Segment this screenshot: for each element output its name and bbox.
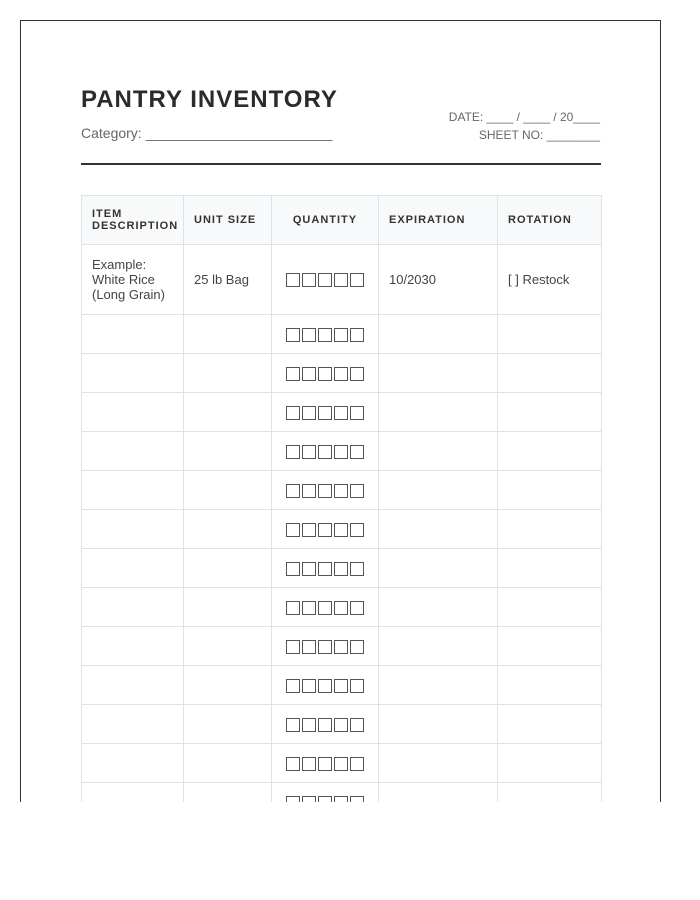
quantity-checkbox[interactable] <box>286 796 300 802</box>
quantity-checkbox[interactable] <box>350 718 364 732</box>
quantity-checkbox[interactable] <box>286 445 300 459</box>
quantity-checkbox[interactable] <box>334 679 348 693</box>
quantity-checkbox[interactable] <box>286 679 300 693</box>
quantity-checkbox[interactable] <box>334 562 348 576</box>
unit-size-cell[interactable] <box>184 705 272 744</box>
quantity-checkbox[interactable] <box>350 523 364 537</box>
quantity-cell <box>272 588 379 627</box>
item-description-cell[interactable] <box>82 393 184 432</box>
example-row <box>82 245 602 315</box>
item-description-cell[interactable] <box>82 432 184 471</box>
item-description-cell[interactable] <box>82 549 184 588</box>
quantity-checkbox[interactable] <box>318 406 332 420</box>
unit-size-cell[interactable] <box>184 393 272 432</box>
inventory-sheet <box>20 20 661 802</box>
quantity-checkbox[interactable] <box>318 523 332 537</box>
table-row <box>82 627 602 666</box>
rotation-cell[interactable] <box>498 354 602 393</box>
quantity-cell <box>272 549 379 588</box>
quantity-checkboxes <box>282 600 368 614</box>
quantity-checkboxes <box>282 327 368 341</box>
quantity-checkbox[interactable] <box>334 367 348 381</box>
column-header-quantity: QUANTITY <box>272 196 379 245</box>
item-description-cell[interactable] <box>82 627 184 666</box>
quantity-checkbox[interactable] <box>286 640 300 654</box>
rotation-cell[interactable] <box>498 588 602 627</box>
sheet-meta <box>449 108 600 144</box>
quantity-checkbox[interactable] <box>318 273 332 287</box>
table-row <box>82 315 602 354</box>
expiration-cell[interactable] <box>379 315 498 354</box>
item-description-cell[interactable] <box>82 315 184 354</box>
quantity-checkbox[interactable] <box>302 601 316 615</box>
quantity-checkboxes <box>282 273 368 287</box>
quantity-checkbox[interactable] <box>286 718 300 732</box>
item-description-cell[interactable] <box>82 666 184 705</box>
column-header-unit-size: UNIT SIZE <box>184 196 272 245</box>
quantity-cell <box>272 666 379 705</box>
expiration-cell[interactable] <box>379 588 498 627</box>
category-field: Category: ________________________ <box>81 125 333 141</box>
quantity-cell <box>272 783 379 803</box>
expiration-cell[interactable] <box>379 627 498 666</box>
quantity-checkboxes <box>282 366 368 380</box>
quantity-checkbox[interactable] <box>350 328 364 342</box>
quantity-checkbox[interactable] <box>318 484 332 498</box>
expiration-cell[interactable] <box>379 393 498 432</box>
expiration-cell[interactable] <box>379 354 498 393</box>
table-row <box>82 354 602 393</box>
quantity-checkboxes <box>282 678 368 692</box>
quantity-checkbox[interactable] <box>334 523 348 537</box>
quantity-checkbox[interactable] <box>302 328 316 342</box>
quantity-checkbox[interactable] <box>286 523 300 537</box>
item-description-cell[interactable] <box>82 744 184 783</box>
example-quantity-cell <box>272 245 379 315</box>
quantity-checkbox[interactable] <box>318 796 332 802</box>
quantity-checkbox[interactable] <box>302 562 316 576</box>
table-row <box>82 549 602 588</box>
quantity-checkbox[interactable] <box>334 406 348 420</box>
quantity-cell <box>272 432 379 471</box>
quantity-cell <box>272 354 379 393</box>
date-field: DATE: ____ / ____ / 20____ <box>448 110 600 124</box>
rotation-cell[interactable] <box>498 783 602 803</box>
quantity-checkboxes <box>282 561 368 575</box>
unit-size-cell[interactable] <box>184 783 272 803</box>
quantity-cell <box>272 393 379 432</box>
item-description-cell[interactable] <box>82 588 184 627</box>
table-row <box>82 705 602 744</box>
quantity-checkbox[interactable] <box>318 445 332 459</box>
quantity-checkbox[interactable] <box>286 328 300 342</box>
quantity-checkbox[interactable] <box>302 484 316 498</box>
example-rotation: [ ] Restock <box>498 245 602 315</box>
quantity-checkbox[interactable] <box>302 796 316 802</box>
sheet-number-field: SHEET NO: ________ <box>478 128 600 142</box>
quantity-checkbox[interactable] <box>334 601 348 615</box>
rotation-cell[interactable] <box>498 315 602 354</box>
table-row <box>82 510 602 549</box>
item-description-cell[interactable] <box>82 783 184 803</box>
quantity-checkbox[interactable] <box>350 367 364 381</box>
unit-size-cell[interactable] <box>184 432 272 471</box>
quantity-checkbox[interactable] <box>334 445 348 459</box>
quantity-checkbox[interactable] <box>334 718 348 732</box>
expiration-cell[interactable] <box>379 510 498 549</box>
expiration-cell[interactable] <box>379 666 498 705</box>
quantity-checkboxes <box>282 717 368 731</box>
quantity-checkboxes <box>282 405 368 419</box>
expiration-cell[interactable] <box>379 549 498 588</box>
quantity-checkbox[interactable] <box>318 328 332 342</box>
quantity-checkbox[interactable] <box>350 562 364 576</box>
rotation-cell[interactable] <box>498 705 602 744</box>
unit-size-cell[interactable] <box>184 666 272 705</box>
expiration-cell[interactable] <box>379 432 498 471</box>
quantity-cell <box>272 510 379 549</box>
table-row <box>82 471 602 510</box>
quantity-checkbox[interactable] <box>302 445 316 459</box>
rotation-cell[interactable] <box>498 627 602 666</box>
rotation-cell[interactable] <box>498 510 602 549</box>
table-header-row <box>82 196 602 245</box>
rotation-cell[interactable] <box>498 744 602 783</box>
quantity-checkbox[interactable] <box>334 328 348 342</box>
example-item-description: Example: White Rice (Long Grain) <box>82 245 184 315</box>
item-description-cell[interactable] <box>82 705 184 744</box>
quantity-checkbox[interactable] <box>286 601 300 615</box>
example-unit-size: 25 lb Bag <box>184 245 272 315</box>
table-row <box>82 432 602 471</box>
quantity-cell <box>272 627 379 666</box>
quantity-checkbox[interactable] <box>350 406 364 420</box>
unit-size-cell[interactable] <box>184 588 272 627</box>
quantity-checkbox[interactable] <box>350 484 364 498</box>
quantity-checkbox[interactable] <box>318 757 332 771</box>
quantity-checkbox[interactable] <box>302 718 316 732</box>
quantity-checkbox[interactable] <box>286 273 300 287</box>
unit-size-cell[interactable] <box>184 471 272 510</box>
quantity-checkbox[interactable] <box>350 679 364 693</box>
expiration-cell[interactable] <box>379 783 498 803</box>
expiration-cell[interactable] <box>379 744 498 783</box>
unit-size-cell[interactable] <box>184 315 272 354</box>
column-header-rotation: ROTATION <box>498 196 602 245</box>
quantity-checkbox[interactable] <box>286 757 300 771</box>
quantity-checkbox[interactable] <box>302 523 316 537</box>
inventory-table <box>81 195 602 802</box>
quantity-checkbox[interactable] <box>334 757 348 771</box>
quantity-checkboxes <box>282 522 368 536</box>
table-row <box>82 393 602 432</box>
quantity-checkbox[interactable] <box>350 445 364 459</box>
quantity-checkboxes <box>282 639 368 653</box>
rotation-cell[interactable] <box>498 393 602 432</box>
example-expiration: 10/2030 <box>379 245 498 315</box>
quantity-cell <box>272 471 379 510</box>
expiration-cell[interactable] <box>379 705 498 744</box>
quantity-checkbox[interactable] <box>318 640 332 654</box>
quantity-checkbox[interactable] <box>302 273 316 287</box>
column-header-item-description: ITEM DESCRIPTION <box>82 196 184 245</box>
quantity-checkbox[interactable] <box>350 757 364 771</box>
quantity-checkbox[interactable] <box>286 406 300 420</box>
rotation-cell[interactable] <box>498 549 602 588</box>
unit-size-cell[interactable] <box>184 510 272 549</box>
page-title: PANTRY INVENTORY <box>81 86 338 113</box>
quantity-checkbox[interactable] <box>350 601 364 615</box>
quantity-checkbox[interactable] <box>350 796 364 802</box>
quantity-checkbox[interactable] <box>286 562 300 576</box>
quantity-cell <box>272 744 379 783</box>
quantity-checkbox[interactable] <box>302 679 316 693</box>
quantity-checkboxes <box>282 795 368 802</box>
quantity-checkbox[interactable] <box>318 562 332 576</box>
table-row <box>82 666 602 705</box>
unit-size-cell[interactable] <box>184 627 272 666</box>
quantity-checkbox[interactable] <box>334 273 348 287</box>
quantity-checkbox[interactable] <box>302 757 316 771</box>
item-description-cell[interactable] <box>82 510 184 549</box>
quantity-checkbox[interactable] <box>318 718 332 732</box>
quantity-checkbox[interactable] <box>350 273 364 287</box>
quantity-cell <box>272 705 379 744</box>
quantity-checkbox[interactable] <box>350 640 364 654</box>
quantity-checkbox[interactable] <box>318 367 332 381</box>
quantity-checkbox[interactable] <box>334 484 348 498</box>
quantity-cell <box>272 315 379 354</box>
quantity-checkbox[interactable] <box>286 484 300 498</box>
table-row <box>82 744 602 783</box>
item-description-cell[interactable] <box>82 471 184 510</box>
expiration-cell[interactable] <box>379 471 498 510</box>
quantity-checkbox[interactable] <box>334 640 348 654</box>
rotation-cell[interactable] <box>498 666 602 705</box>
unit-size-cell[interactable] <box>184 744 272 783</box>
quantity-checkboxes <box>282 444 368 458</box>
item-description-cell[interactable] <box>82 354 184 393</box>
header-divider <box>81 163 601 165</box>
quantity-checkbox[interactable] <box>302 406 316 420</box>
quantity-checkbox[interactable] <box>318 601 332 615</box>
table-row <box>82 588 602 627</box>
quantity-checkbox[interactable] <box>334 796 348 802</box>
column-header-expiration: EXPIRATION <box>379 196 498 245</box>
quantity-checkbox[interactable] <box>286 367 300 381</box>
rotation-cell[interactable] <box>498 432 602 471</box>
quantity-checkbox[interactable] <box>318 679 332 693</box>
rotation-cell[interactable] <box>498 471 602 510</box>
table-row <box>82 783 602 803</box>
unit-size-cell[interactable] <box>184 549 272 588</box>
quantity-checkbox[interactable] <box>302 367 316 381</box>
quantity-checkboxes <box>282 756 368 770</box>
quantity-checkbox[interactable] <box>302 640 316 654</box>
unit-size-cell[interactable] <box>184 354 272 393</box>
quantity-checkboxes <box>282 483 368 497</box>
